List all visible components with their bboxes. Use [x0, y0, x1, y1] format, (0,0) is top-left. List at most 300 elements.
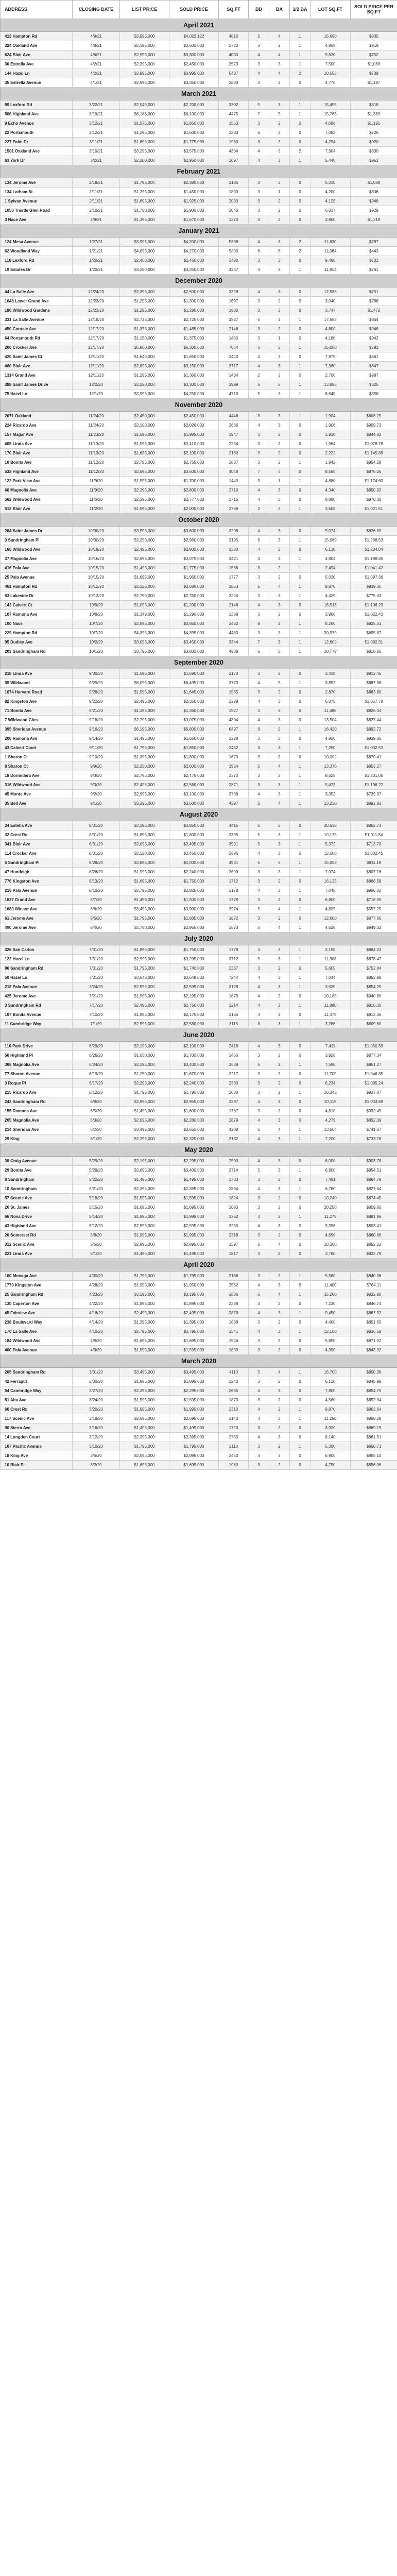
- cell-address: 45 Fairview Ave: [1, 1309, 73, 1318]
- cell-closing-date: 3/6/20: [73, 1451, 120, 1461]
- cell-list-price: $1,295,000: [120, 306, 169, 315]
- cell-address: 206 Ramona Ave: [1, 734, 73, 743]
- cell-address: 114 Crocker Ave: [1, 849, 73, 858]
- cell-list-price: $3,095,000: [120, 638, 169, 647]
- cell-bathrooms: 3: [269, 421, 290, 430]
- cell-half-baths: 1: [290, 973, 310, 982]
- cell-bedrooms: 4: [249, 697, 269, 706]
- cell-closing-date: 1/21/21: [73, 247, 120, 256]
- cell-closing-date: 9/10/20: [73, 753, 120, 762]
- cell-half-baths: 1: [290, 1414, 310, 1423]
- cell-bedrooms: 5: [249, 1125, 269, 1134]
- table-row: [1, 362, 397, 371]
- cell-sqft: 1449: [219, 477, 249, 486]
- cell-lot-sqft: 11,275: [310, 1212, 351, 1222]
- cell-half-baths: 1: [290, 1184, 310, 1194]
- cell-price-per-sqft: $866.58: [351, 877, 397, 886]
- table-row: [1, 840, 397, 849]
- table-row: [1, 147, 397, 156]
- cell-sold-price: $3,400,000: [169, 1060, 219, 1070]
- table-row: [1, 1212, 397, 1222]
- cell-address: 506 Highland Ave: [1, 110, 73, 119]
- cell-sold-price: $2,295,000: [169, 1386, 219, 1396]
- cell-price-per-sqft: $822.79: [351, 1249, 397, 1259]
- cell-bathrooms: 3: [269, 781, 290, 790]
- month-header-row: [1, 656, 397, 669]
- cell-closing-date: 5/15/20: [73, 1203, 120, 1212]
- table-row: [1, 545, 397, 554]
- cell-list-price: $2,995,000: [120, 50, 169, 60]
- table-row: [1, 156, 397, 165]
- cell-closing-date: 4/8/20: [73, 1336, 120, 1346]
- month-header-row: [1, 1144, 397, 1157]
- cell-price-per-sqft: $832.90: [351, 1290, 397, 1299]
- month-heading: May 2020: [1, 1144, 397, 1157]
- cell-lot-sqft: 8,260: [310, 619, 351, 629]
- cell-list-price: $1,640,000: [120, 352, 169, 362]
- cell-sqft: 2000: [219, 1088, 249, 1097]
- cell-list-price: $2,895,000: [120, 362, 169, 371]
- cell-closing-date: 5/29/20: [73, 1166, 120, 1175]
- table-row: [1, 495, 397, 504]
- cell-list-price: $2,795,000: [120, 458, 169, 467]
- cell-price-per-sqft: $1,097.36: [351, 573, 397, 582]
- cell-half-baths: 0: [290, 371, 310, 380]
- cell-bathrooms: 1: [269, 477, 290, 486]
- cell-closing-date: 10/12/20: [73, 591, 120, 601]
- cell-address: 66 Crest Rd: [1, 1405, 73, 1414]
- cell-lot-sqft: 4,425: [310, 591, 351, 601]
- cell-bathrooms: 5: [269, 110, 290, 119]
- cell-closing-date: 3/18/20: [73, 1414, 120, 1423]
- cell-closing-date: 10/30/20: [73, 527, 120, 536]
- cell-sold-price: $1,500,000: [169, 895, 219, 905]
- cell-address: 490 Jerome Ave: [1, 923, 73, 933]
- cell-half-baths: 1: [290, 41, 310, 50]
- cell-sqft: 3302: [219, 100, 249, 110]
- table-row: [1, 315, 397, 325]
- cell-lot-sqft: 16,420: [310, 725, 351, 734]
- cell-lot-sqft: 16,343: [310, 1088, 351, 1097]
- cell-sqft: 2452: [219, 743, 249, 753]
- cell-lot-sqft: 5,300: [310, 1442, 351, 1451]
- cell-sqft: 3974: [219, 905, 249, 914]
- table-row: [1, 716, 397, 725]
- month-heading: February 2021: [1, 165, 397, 178]
- cell-bedrooms: 4: [249, 495, 269, 504]
- cell-closing-date: 8/13/20: [73, 877, 120, 886]
- cell-half-baths: 0: [290, 1423, 310, 1433]
- cell-closing-date: 12/23/20: [73, 306, 120, 315]
- table-row: [1, 477, 397, 486]
- table-row: [1, 610, 397, 619]
- cell-closing-date: 3/12/21: [73, 128, 120, 138]
- cell-list-price: $2,895,000: [120, 1240, 169, 1249]
- cell-address: 110 Lexford Rd: [1, 256, 73, 265]
- cell-list-price: $2,195,000: [120, 41, 169, 50]
- cell-bedrooms: 8: [249, 725, 269, 734]
- cell-bathrooms: 3: [269, 1184, 290, 1194]
- cell-sqft: 2240: [219, 1377, 249, 1386]
- cell-sold-price: $1,300,000: [169, 297, 219, 306]
- cell-half-baths: 1: [290, 1125, 310, 1134]
- cell-closing-date: 3/2/21: [73, 156, 120, 165]
- cell-lot-sqft: 4,125: [310, 197, 351, 206]
- cell-half-baths: 0: [290, 1249, 310, 1259]
- month-header-row: [1, 933, 397, 945]
- cell-closing-date: 8/10/20: [73, 886, 120, 895]
- cell-price-per-sqft: $793: [351, 343, 397, 352]
- cell-lot-sqft: 9,496: [310, 256, 351, 265]
- cell-list-price: $2,125,000: [120, 582, 169, 591]
- cell-list-price: $2,195,000: [120, 1157, 169, 1166]
- cell-closing-date: 6/3/20: [73, 1116, 120, 1125]
- cell-list-price: $1,995,000: [120, 1281, 169, 1290]
- cell-price-per-sqft: $741.67: [351, 1125, 397, 1134]
- cell-price-per-sqft: $840.36: [351, 1272, 397, 1281]
- cell-sold-price: $1,950,000: [169, 1281, 219, 1290]
- cell-price-per-sqft: $987: [351, 371, 397, 380]
- cell-lot-sqft: 6,780: [310, 1184, 351, 1194]
- cell-sqft: 1670: [219, 753, 249, 762]
- cell-sqft: 4480: [219, 629, 249, 638]
- cell-bedrooms: 4: [249, 50, 269, 60]
- cell-price-per-sqft: $761: [351, 265, 397, 275]
- cell-lot-sqft: 13,504: [310, 716, 351, 725]
- cell-address: 47 Huntleigh: [1, 868, 73, 877]
- cell-list-price: $2,200,000: [120, 156, 169, 165]
- cell-sold-price: $1,495,000: [169, 1423, 219, 1433]
- cell-list-price: $1,795,000: [120, 178, 169, 188]
- cell-sold-price: $1,895,000: [169, 1377, 219, 1386]
- cell-lot-sqft: 4,180: [310, 334, 351, 343]
- cell-lot-sqft: 3,608: [310, 504, 351, 514]
- cell-sold-price: $2,410,000: [169, 439, 219, 449]
- cell-sqft: 1873: [219, 992, 249, 1001]
- table-row: [1, 1461, 397, 1470]
- cell-sold-price: $2,580,000: [169, 1020, 219, 1029]
- cell-bedrooms: 3: [249, 1423, 269, 1433]
- table-row: [1, 564, 397, 573]
- cell-half-baths: 0: [290, 1461, 310, 1470]
- cell-sold-price: $2,895,000: [169, 1240, 219, 1249]
- cell-bedrooms: 5: [249, 1060, 269, 1070]
- cell-bathrooms: 2: [269, 1272, 290, 1281]
- cell-sold-price: $1,375,000: [169, 334, 219, 343]
- cell-address: 62 Woodland Way: [1, 247, 73, 256]
- cell-lot-sqft: 15,069: [310, 536, 351, 545]
- cell-list-price: $2,495,000: [120, 1309, 169, 1318]
- cell-bedrooms: 3: [249, 325, 269, 334]
- cell-sold-price: $3,850,000: [169, 821, 219, 831]
- cell-bedrooms: 3: [249, 706, 269, 716]
- cell-address: 39 Craig Avenue: [1, 1157, 73, 1166]
- cell-price-per-sqft: $1,363: [351, 110, 397, 119]
- cell-address: 107 Ramona Ave: [1, 610, 73, 619]
- column-header-list-price: LIST PRICE: [120, 1, 169, 19]
- cell-sold-price: $6,800,000: [169, 725, 219, 734]
- cell-address: 60 Magnolia Ave: [1, 486, 73, 495]
- cell-closing-date: 3/10/20: [73, 1442, 120, 1451]
- cell-lot-sqft: 10,175: [310, 831, 351, 840]
- cell-price-per-sqft: $939.85: [351, 734, 397, 743]
- table-row: [1, 1309, 397, 1318]
- table-row: [1, 554, 397, 564]
- cell-list-price: $1,895,000: [120, 1377, 169, 1386]
- cell-price-per-sqft: $1,106.23: [351, 601, 397, 610]
- table-row: [1, 914, 397, 923]
- cell-bedrooms: 4: [249, 1451, 269, 1461]
- cell-list-price: $2,795,000: [120, 886, 169, 895]
- cell-list-price: $2,095,000: [120, 1451, 169, 1461]
- cell-price-per-sqft: $827.44: [351, 716, 397, 725]
- table-row: [1, 1231, 397, 1240]
- cell-sold-price: $1,985,000: [169, 430, 219, 439]
- cell-closing-date: 7/10/20: [73, 1010, 120, 1020]
- cell-price-per-sqft: $1,197: [351, 78, 397, 88]
- cell-lot-sqft: 2,222: [310, 449, 351, 458]
- cell-bedrooms: 5: [249, 955, 269, 964]
- cell-price-per-sqft: $858.28: [351, 1414, 397, 1423]
- cell-address: 22 Portsmouth: [1, 128, 73, 138]
- cell-bathrooms: 2: [269, 564, 290, 573]
- cell-address: 45 Monte Ave: [1, 790, 73, 799]
- month-header-row: [1, 514, 397, 527]
- cell-sold-price: $3,800,000: [169, 647, 219, 656]
- cell-bedrooms: 3: [249, 1175, 269, 1184]
- cell-list-price: $1,995,000: [120, 1231, 169, 1240]
- table-row: [1, 982, 397, 992]
- cell-address: 776 Kingston Ave: [1, 877, 73, 886]
- table-row: [1, 1377, 397, 1386]
- cell-bedrooms: 3: [249, 1020, 269, 1029]
- cell-bathrooms: 3: [269, 886, 290, 895]
- table-row: [1, 1203, 397, 1212]
- cell-lot-sqft: 10,300: [310, 1240, 351, 1249]
- cell-bathrooms: 3: [269, 1042, 290, 1051]
- cell-price-per-sqft: $854.51: [351, 1166, 397, 1175]
- cell-sqft: 1527: [219, 706, 249, 716]
- cell-sqft: 3768: [219, 790, 249, 799]
- cell-half-baths: 0: [290, 119, 310, 128]
- cell-bedrooms: 7: [249, 638, 269, 647]
- cell-sold-price: $2,925,000: [169, 886, 219, 895]
- table-row: [1, 734, 397, 743]
- cell-price-per-sqft: $903.78: [351, 1157, 397, 1166]
- table-row: [1, 188, 397, 197]
- table-row: [1, 669, 397, 679]
- cell-half-baths: 0: [290, 697, 310, 706]
- cell-sqft: 3341: [219, 1327, 249, 1336]
- table-row: [1, 287, 397, 297]
- cell-sqft: 1946: [219, 1336, 249, 1346]
- cell-bedrooms: 3: [249, 753, 269, 762]
- cell-list-price: $3,795,000: [120, 647, 169, 656]
- cell-half-baths: 1: [290, 582, 310, 591]
- cell-lot-sqft: 15,000: [310, 343, 351, 352]
- cell-address: 18 Dormidera Ave: [1, 771, 73, 781]
- cell-address: 134 Latham St: [1, 188, 73, 197]
- table-row: [1, 1166, 397, 1175]
- cell-list-price: $1,595,000: [120, 669, 169, 679]
- cell-list-price: $2,695,000: [120, 554, 169, 564]
- cell-lot-sqft: 5,372: [310, 840, 351, 849]
- cell-closing-date: 4/22/20: [73, 1299, 120, 1309]
- cell-bedrooms: 5: [249, 100, 269, 110]
- cell-list-price: $1,250,000: [120, 1070, 169, 1079]
- cell-half-baths: 0: [290, 821, 310, 831]
- cell-lot-sqft: 3,286: [310, 1020, 351, 1029]
- cell-closing-date: 3/10/21: [73, 147, 120, 156]
- cell-bedrooms: 4: [249, 554, 269, 564]
- cell-sqft: 4397: [219, 799, 249, 808]
- cell-price-per-sqft: $920: [351, 138, 397, 147]
- cell-closing-date: 9/29/20: [73, 679, 120, 688]
- cell-price-per-sqft: $910.30: [351, 1001, 397, 1010]
- cell-bedrooms: 5: [249, 380, 269, 389]
- cell-lot-sqft: 4,650: [310, 1231, 351, 1240]
- cell-sqft: 2380: [219, 545, 249, 554]
- cell-address: 71 Bonita Ave: [1, 706, 73, 716]
- cell-half-baths: 0: [290, 601, 310, 610]
- cell-sqft: 2800: [219, 78, 249, 88]
- cell-sold-price: $2,950,000: [169, 156, 219, 165]
- month-heading: April 2020: [1, 1259, 397, 1272]
- cell-list-price: $3,895,000: [120, 858, 169, 868]
- cell-sold-price: $2,755,000: [169, 458, 219, 467]
- cell-price-per-sqft: $874.45: [351, 1194, 397, 1203]
- cell-list-price: $2,295,000: [120, 1079, 169, 1088]
- cell-lot-sqft: 5,560: [310, 1272, 351, 1281]
- cell-sqft: 2693: [219, 868, 249, 877]
- cell-bathrooms: 3: [269, 955, 290, 964]
- cell-bedrooms: 4: [249, 238, 269, 247]
- column-header-bedrooms: BD: [249, 1, 269, 19]
- cell-bathrooms: 4: [269, 69, 290, 78]
- cell-bathrooms: 3: [269, 706, 290, 716]
- cell-closing-date: 4/8/21: [73, 41, 120, 50]
- cell-price-per-sqft: $766: [351, 297, 397, 306]
- cell-half-baths: 0: [290, 706, 310, 716]
- cell-sold-price: $3,195,000: [169, 1290, 219, 1299]
- table-row: [1, 138, 397, 147]
- cell-half-baths: 1: [290, 799, 310, 808]
- cell-price-per-sqft: $787: [351, 238, 397, 247]
- cell-address: 416 Pala Ave: [1, 564, 73, 573]
- cell-bedrooms: 3: [249, 1088, 269, 1097]
- cell-sqft: 3195: [219, 536, 249, 545]
- cell-closing-date: 11/9/20: [73, 486, 120, 495]
- cell-lot-sqft: 3,780: [310, 1249, 351, 1259]
- cell-list-price: $1,795,000: [120, 1272, 169, 1281]
- cell-bathrooms: 4: [269, 762, 290, 771]
- cell-price-per-sqft: $557.25: [351, 905, 397, 914]
- table-row: [1, 1346, 397, 1355]
- cell-bedrooms: 3: [249, 78, 269, 88]
- cell-lot-sqft: 6,037: [310, 206, 351, 215]
- cell-bathrooms: 2: [269, 147, 290, 156]
- cell-lot-sqft: 4,560: [310, 1396, 351, 1405]
- cell-half-baths: 1: [290, 50, 310, 60]
- cell-address: 95 Dudley Ave: [1, 638, 73, 647]
- cell-half-baths: 2: [290, 247, 310, 256]
- cell-address: 29 Bonita Ave: [1, 1166, 73, 1175]
- cell-bedrooms: 4: [249, 1010, 269, 1020]
- table-row: [1, 439, 397, 449]
- cell-closing-date: 9/3/20: [73, 781, 120, 790]
- cell-price-per-sqft: $876.26: [351, 467, 397, 477]
- cell-price-per-sqft: $850.92: [351, 486, 397, 495]
- cell-half-baths: 0: [290, 1281, 310, 1290]
- cell-lot-sqft: 7,875: [310, 352, 351, 362]
- cell-half-baths: 0: [290, 895, 310, 905]
- cell-sold-price: $1,595,000: [169, 1346, 219, 1355]
- cell-bathrooms: 2: [269, 1405, 290, 1414]
- cell-sold-price: $1,995,000: [169, 1231, 219, 1240]
- cell-sold-price: $2,595,000: [169, 982, 219, 992]
- cell-list-price: $3,195,000: [120, 1060, 169, 1070]
- month-header-row: [1, 399, 397, 412]
- cell-sqft: 2370: [219, 771, 249, 781]
- cell-sold-price: $2,240,000: [169, 1079, 219, 1088]
- cell-sqft: 2146: [219, 325, 249, 334]
- cell-bedrooms: 3: [249, 477, 269, 486]
- cell-lot-sqft: 11,688: [310, 706, 351, 716]
- cell-list-price: $1,295,000: [120, 128, 169, 138]
- cell-bedrooms: 6: [249, 128, 269, 138]
- cell-bedrooms: 4: [249, 716, 269, 725]
- table-row: [1, 1042, 397, 1051]
- cell-half-baths: 1: [290, 905, 310, 914]
- cell-list-price: $1,795,000: [120, 743, 169, 753]
- cell-closing-date: 6/8/20: [73, 1097, 120, 1107]
- cell-list-price: $2,395,000: [120, 486, 169, 495]
- cell-bedrooms: 4: [249, 1116, 269, 1125]
- cell-sold-price: $4,270,000: [169, 247, 219, 256]
- cell-closing-date: 4/28/20: [73, 1281, 120, 1290]
- cell-sold-price: $2,195,000: [169, 992, 219, 1001]
- cell-sold-price: $2,495,000: [169, 840, 219, 849]
- cell-half-baths: 2: [290, 147, 310, 156]
- cell-bedrooms: 5: [249, 831, 269, 840]
- cell-lot-sqft: 11,064: [310, 247, 351, 256]
- cell-half-baths: 0: [290, 78, 310, 88]
- cell-price-per-sqft: $726: [351, 128, 397, 138]
- cell-bathrooms: 3: [269, 156, 290, 165]
- cell-closing-date: 5/22/20: [73, 1175, 120, 1184]
- cell-bathrooms: 3: [269, 1386, 290, 1396]
- cell-price-per-sqft: $1,201.05: [351, 771, 397, 781]
- cell-closing-date: 3/12/21: [73, 119, 120, 128]
- cell-address: 238 Boulevard Way: [1, 1318, 73, 1327]
- cell-price-per-sqft: $929: [351, 206, 397, 215]
- cell-list-price: $1,595,000: [120, 1396, 169, 1405]
- cell-closing-date: 6/12/20: [73, 1088, 120, 1097]
- cell-address: 51 Alta Ave: [1, 1396, 73, 1405]
- cell-sqft: 4415: [219, 821, 249, 831]
- cell-sold-price: $3,150,000: [169, 362, 219, 371]
- cell-address: 43 Calvert Court: [1, 743, 73, 753]
- cell-half-baths: 1: [290, 771, 310, 781]
- cell-list-price: $1,495,000: [120, 1107, 169, 1116]
- table-row: [1, 1060, 397, 1070]
- cell-list-price: $2,395,000: [120, 1184, 169, 1194]
- cell-sqft: 3836: [219, 1290, 249, 1299]
- column-header-sold-price: SOLD PRICE: [169, 1, 219, 19]
- month-header-row: [1, 1029, 397, 1042]
- cell-list-price: $2,595,000: [120, 982, 169, 992]
- cell-lot-sqft: 4,990: [310, 1346, 351, 1355]
